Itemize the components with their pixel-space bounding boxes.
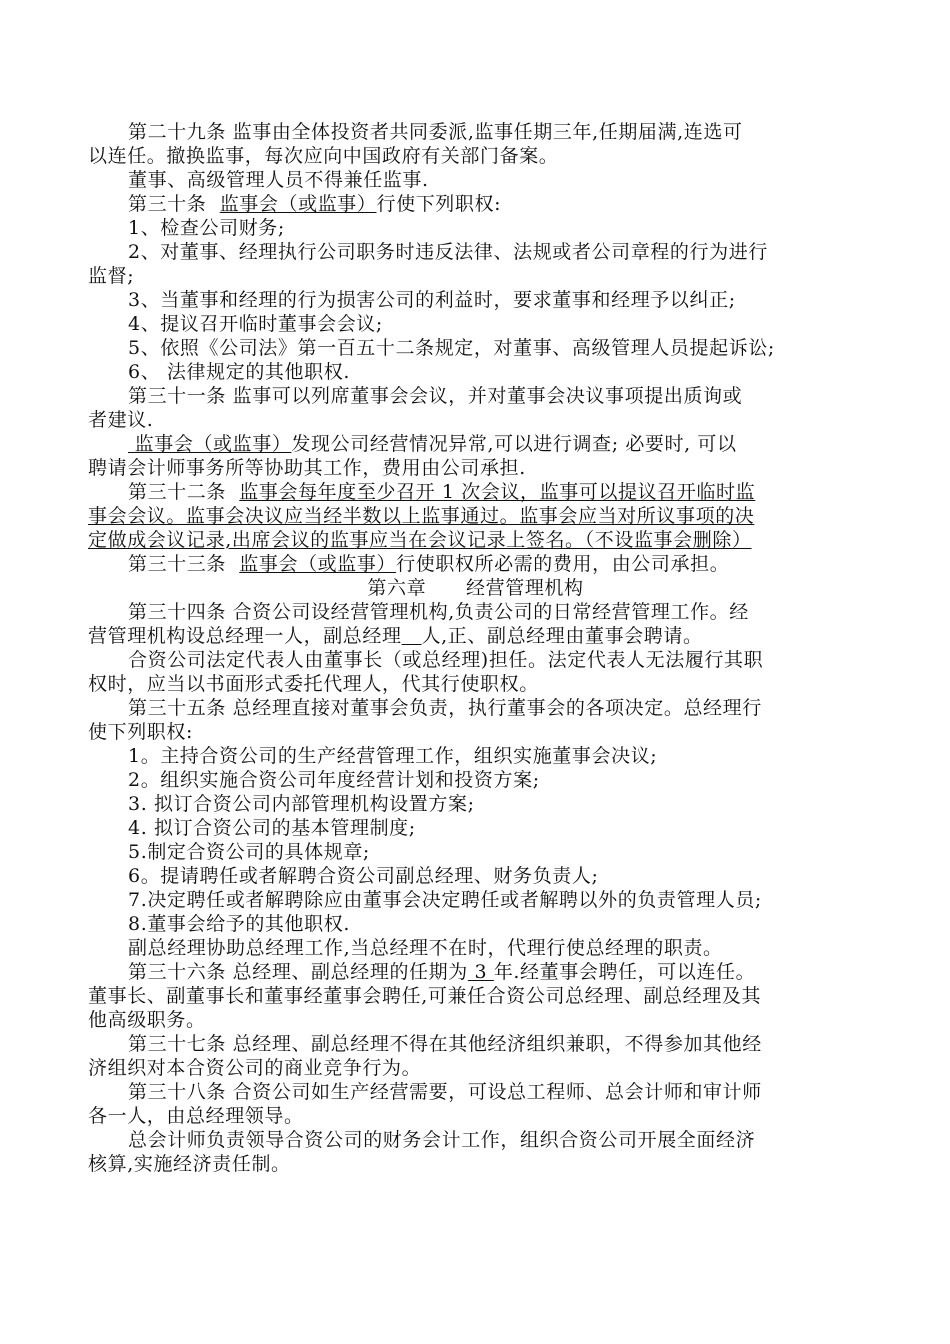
article-36-prefix: 第三十六条 总经理、副总经理的任期为 [128,961,468,983]
legal-rep-line-2: 权时，应当以书面形式委托代理人，代其行使职权。 [88,673,539,695]
article-32-underlined-1: 监事会每年度至少召开 1 次会议，监事可以提议召开临时监 [239,481,756,503]
article-34-line-2 [88,624,863,648]
article-30-prefix: 第三十条 [128,193,220,215]
article-29-note: 董事、高级管理人员不得兼任监事. [128,169,429,191]
article-34-line-1: 第三十四条 合资公司设经营管理机构,负责公司的日常经营管理工作。经 [128,601,749,623]
power-item-2-line-1: 2、对董事、经理执行公司职务时违反法律、法规或者公司章程的行为进行 [128,241,768,263]
gm-power-3: 3. 拟订合资公司内部管理机构设置方案; [128,793,475,815]
article-38-line-2: 各一人，由总经理领导。 [88,1105,304,1127]
article-32-line-2: 事会会议。监事会决议应当经半数以上监事通过。监事会应当对所议事项的决 [88,505,755,527]
article-31-para-2-rest: 发现公司经营情况异常,可以进行调查; 必要时, 可以 [291,433,737,455]
article-33-prefix: 第三十三条 [128,553,240,575]
power-item-6: 6、 法律规定的其他职权. [128,361,350,383]
article-33 [88,552,863,576]
article-29-line-1: 第二十九条 监事由全体投资者共同委派,监事任期三年,任期届满,连选可 [128,121,743,143]
term-years: 3 [467,961,494,983]
document-page [88,120,863,1176]
article-36-suffix: 年.经董事会聘任，可以连任。 [493,961,756,983]
article-37-line-2: 济组织对本合资公司的商业竞争行为。 [88,1057,422,1079]
article-31-line-2: 者建议. [88,409,154,431]
article-32-line-3: 定做成会议记录,出席会议的监事应当在会议记录上签名。（不设监事会删除） [88,529,752,551]
article-30-heading [88,192,863,216]
gm-power-1: 1。主持合资公司的生产经营管理工作，组织实施董事会决议; [128,745,658,767]
power-item-3: 3、当董事和经理的行为损害公司的利益时，要求董事和经理予以纠正; [128,289,736,311]
article-35-line-1: 第三十五条 总经理直接对董事会负责，执行董事会的各项决定。总经理行 [128,697,762,719]
chief-accountant-line-1: 总会计师负责领导合资公司的财务会计工作，组织合资公司开展全面经济 [128,1129,756,1151]
article-32-prefix: 第三十二条 [128,481,240,503]
article-35-line-2: 使下列职权: [88,721,194,743]
article-31-para-2-line-1 [88,432,863,456]
chapter-6-heading: 第六章 经营管理机构 [367,577,584,599]
article-36-line-2: 董事长、副董事长和董事经董事会聘任,可兼任合资公司总经理、副总经理及其 [88,985,762,1007]
power-item-5: 5、依照《公司法》第一百五十二条规定，对董事、高级管理人员提起诉讼; [128,337,775,359]
article-33-underlined: 监事会（或监事） [239,553,397,575]
deputy-count-blank [402,625,422,647]
power-item-1: 1、检查公司财务; [128,217,285,239]
gm-power-8: 8.董事会给予的其他职权. [128,913,350,935]
article-34-line-2-a: 营管理机构设总经理一人，副总经理 [88,625,402,647]
article-34-line-2-b: 人,正、副总经理由董事会聘请。 [421,625,703,647]
article-33-suffix: 行使职权所必需的费用，由公司承担。 [396,553,730,575]
article-36-line-3: 他高级职务。 [88,1009,206,1031]
article-29-line-2: 以连任。撤换监事，每次应向中国政府有关部门备案。 [88,145,559,167]
legal-rep-line-1: 合资公司法定代表人由董事长（或总经理)担任。法定代表人无法履行其职 [128,649,764,671]
article-30-suffix: 行使下列职权: [376,193,502,215]
gm-power-4: 4. 拟订合资公司的基本管理制度; [128,817,416,839]
gm-power-6: 6。提请聘任或者解聘合资公司副总经理、财务负责人; [128,865,599,887]
gm-power-5: 5.制定合资公司的具体规章; [128,841,370,863]
article-31-line-1: 第三十一条 监事可以列席董事会会议，并对董事会决议事项提出质询或 [128,385,743,407]
article-38-line-1: 第三十八条 合资公司如生产经营需要，可设总工程师、总会计师和审计师 [128,1081,762,1103]
article-30-underlined: 监事会（或监事） [219,193,377,215]
article-37-line-1: 第三十七条 总经理、副总经理不得在其他经济组织兼职，不得参加其他经 [128,1033,762,1055]
article-36-line-1 [88,960,863,984]
deputy-gm-duty: 副总经理协助总经理工作,当总经理不在时，代理行使总经理的职责。 [128,937,723,959]
article-31-underlined: 监事会（或监事） [128,433,292,455]
chief-accountant-line-2: 核算,实施经济责任制。 [88,1153,291,1175]
gm-power-7: 7.决定聘任或者解聘除应由董事会决定聘任或者解聘以外的负责管理人员; [128,889,762,911]
power-item-4: 4、提议召开临时董事会会议; [128,313,383,335]
article-31-para-2-line-2: 聘请会计师事务所等协助其工作，费用由公司承担. [88,457,526,479]
article-32-line-1 [88,480,863,504]
power-item-2-line-2: 监督; [88,265,135,287]
gm-power-2: 2。组织实施合资公司年度经营计划和投资方案; [128,769,540,791]
